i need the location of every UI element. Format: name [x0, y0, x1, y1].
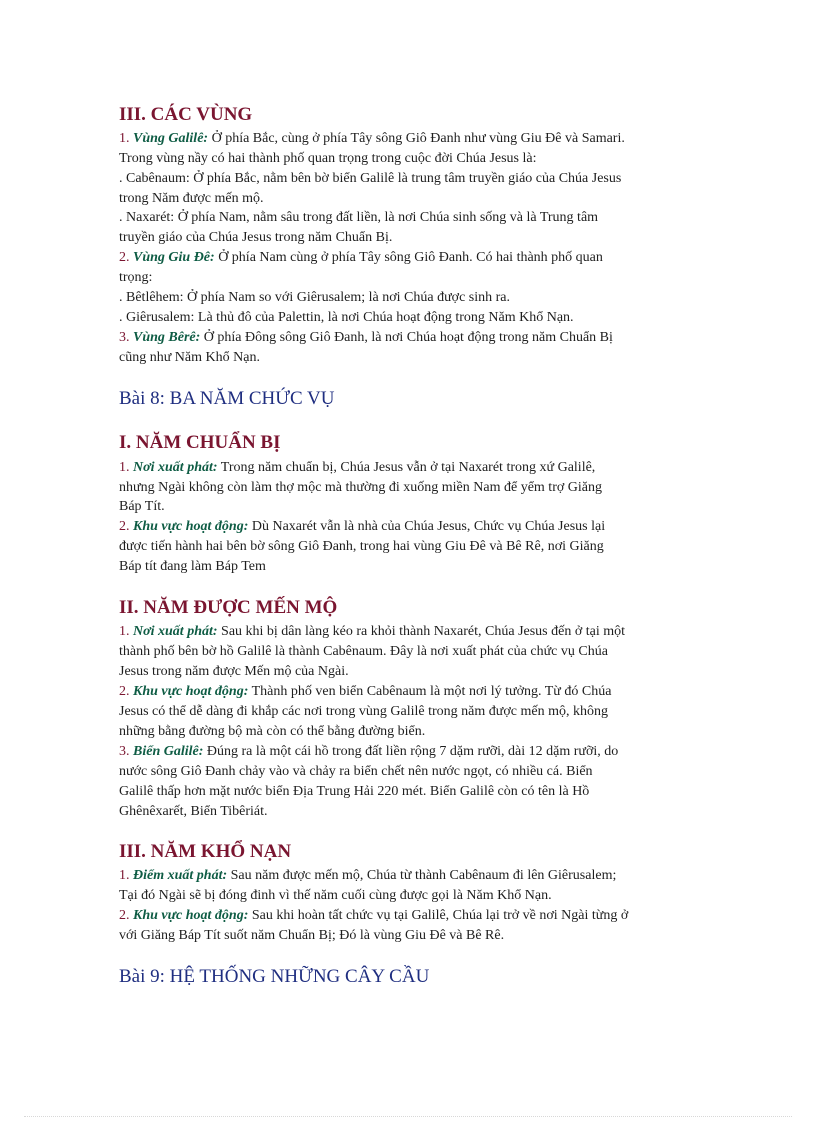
- paragraph-line: thành phố bên bờ hồ Galilê là thành Cabênaum. Đây là nơi xuất phát của chức vụ Chúa: [119, 644, 608, 659]
- item-text: Trong năm chuẩn bị, Chúa Jesus vẫn ở tại Naxarét trong xứ Galilê,: [220, 460, 596, 475]
- paragraph-line: [119, 742, 618, 761]
- item-number: 2.: [119, 250, 130, 265]
- lesson-heading-bai-8: Bài 8: BA NĂM CHỨC VỤ: [119, 388, 335, 409]
- item-text: Sau khi bị dân làng kéo ra khỏi thành Naxarét, Chúa Jesus đến ở tại một: [221, 624, 626, 639]
- paragraph-line: truyền giáo của Chúa Jesus trong năm Chuẩn Bị.: [119, 230, 393, 245]
- section-heading-nam-kho-nan: III. NĂM KHỔ NẠN: [119, 841, 292, 862]
- paragraph-line: [119, 129, 625, 148]
- paragraph-line: Jesus trong năm được Mến mộ của Ngài.: [119, 664, 349, 679]
- item-text: Ở phía Bắc, cùng ở phía Tây sông Giô Đanh như vùng Giu Đê và Samari.: [211, 131, 625, 146]
- item-text: Sau năm được mến mộ, Chúa từ thành Cabênaum đi lên Giêrusalem;: [230, 868, 617, 883]
- paragraph-line: trọng:: [119, 270, 153, 285]
- item-text: Sau khi hoàn tất chức vụ tại Galilê, Chúa lại trở về nơi Ngài từng ở: [251, 908, 629, 923]
- paragraph-line: [119, 622, 625, 641]
- item-text: Ở phía Nam cùng ở phía Tây sông Giô Đanh. Có hai thành phố quan: [218, 250, 603, 265]
- item-term: Khu vực hoạt động:: [133, 684, 249, 699]
- item-number: 3.: [119, 330, 130, 345]
- paragraph-line: . Bêtlêhem: Ở phía Nam so với Giêrusalem; là nơi Chúa được sinh ra.: [119, 290, 510, 305]
- paragraph-line: trong Năm được mến mộ.: [119, 191, 264, 206]
- item-term: Vùng Giu Đê:: [133, 250, 215, 265]
- item-number: 2.: [119, 908, 130, 923]
- paragraph-line: Báp Tít.: [119, 499, 165, 514]
- item-term: Vùng Bêrê:: [133, 330, 201, 345]
- item-number: 1.: [119, 868, 130, 883]
- item-term: Điểm xuất phát:: [133, 868, 228, 883]
- paragraph-line: [119, 682, 611, 701]
- item-text: Thành phố ven biển Cabênaum là một nơi lý tưởng. Từ đó Chúa: [251, 684, 612, 699]
- item-number: 2.: [119, 519, 130, 534]
- paragraph-line: những bằng đường bộ mà còn có thể bằng đường biển.: [119, 724, 426, 739]
- paragraph-line: Trong vùng nầy có hai thành phố quan trọng trong cuộc đời Chúa Jesus là:: [119, 151, 537, 166]
- paragraph-line: Báp tít đang làm Báp Tem: [119, 559, 266, 574]
- item-term: Khu vực hoạt động:: [133, 908, 249, 923]
- item-number: 3.: [119, 744, 130, 759]
- paragraph-line: [119, 458, 595, 477]
- section-heading-cac-vung: III. CÁC VÙNG: [119, 104, 253, 125]
- paragraph-line: cũng như Năm Khổ Nạn.: [119, 350, 260, 365]
- item-term: Nơi xuất phát:: [133, 460, 218, 475]
- lesson-heading-bai-9: Bài 9: HỆ THỐNG NHỮNG CÂY CẦU: [119, 966, 430, 987]
- section-heading-nam-chuan-bi: I. NĂM CHUẨN BỊ: [119, 432, 281, 453]
- paragraph-line: Tại đó Ngài sẽ bị đóng đinh vì thế năm cuối cùng được gọi là Năm Khổ Nạn.: [119, 888, 552, 903]
- paragraph-line: được tiến hành hai bên bờ sông Giô Đanh, trong hai vùng Giu Đê và Bê Rê, nơi Giăng: [119, 539, 604, 554]
- item-term: Vùng Galilê:: [133, 131, 209, 146]
- paragraph-line: với Giăng Báp Tít suốt năm Chuẩn Bị; Đó là vùng Giu Đê và Bê Rê.: [119, 928, 505, 943]
- paragraph-line: . Giêrusalem: Là thủ đô của Palettin, là nơi Chúa hoạt động trong Năm Khổ Nạn.: [119, 310, 574, 325]
- item-term: Khu vực hoạt động:: [133, 519, 249, 534]
- item-term: Biển Galilê:: [133, 744, 204, 759]
- paragraph-line: . Naxarét: Ở phía Nam, nằm sâu trong đất liền, là nơi Chúa sinh sống và là Trung tâm: [119, 210, 599, 225]
- section-heading-nam-duoc-men-mo: II. NĂM ĐƯỢC MẾN MỘ: [119, 597, 338, 618]
- item-number: 2.: [119, 684, 130, 699]
- item-number: 1.: [119, 460, 130, 475]
- item-text: Đúng ra là một cái hồ trong đất liền rộng 7 dặm rưỡi, dài 12 dặm rưỡi, do: [206, 744, 619, 759]
- paragraph-line: Ghênêxarết, Biển Tibêriát.: [119, 804, 268, 819]
- paragraph-line: nước sông Giô Đanh chảy vào và chảy ra biển chết nên nước ngọt, có nhiều cá. Biển: [119, 764, 593, 779]
- paragraph-line: [119, 866, 616, 885]
- item-text: Ở phía Đông sông Giô Đanh, là nơi Chúa hoạt động trong năm Chuẩn Bị: [203, 330, 613, 345]
- paragraph-line: [119, 906, 628, 925]
- paragraph-line: [119, 517, 605, 536]
- item-text: Dù Naxarét vẫn là nhà của Chúa Jesus, Chức vụ Chúa Jesus lại: [251, 519, 606, 534]
- item-number: 1.: [119, 624, 130, 639]
- paragraph-line: Galilê thấp hơn mặt nước biển Địa Trung Hải 220 mét. Biển Galilê còn có tên là Hồ: [119, 784, 590, 799]
- item-term: Nơi xuất phát:: [133, 624, 218, 639]
- paragraph-line: Jesus có thể dễ dàng đi khắp các nơi trong vùng Galilê trong năm được mến mộ, không: [119, 704, 608, 719]
- page-footer-divider: [24, 1116, 792, 1117]
- paragraph-line: nhưng Ngài không còn làm thợ mộc mà thường đi xuống miền Nam để yểm trợ Giăng: [119, 480, 602, 495]
- paragraph-line: [119, 328, 613, 347]
- paragraph-line: [119, 248, 603, 267]
- item-number: 1.: [119, 131, 130, 146]
- paragraph-line: . Cabênaum: Ở phía Bắc, nằm bên bờ biển Galilê là trung tâm truyền giáo của Chúa Jesus: [119, 171, 622, 186]
